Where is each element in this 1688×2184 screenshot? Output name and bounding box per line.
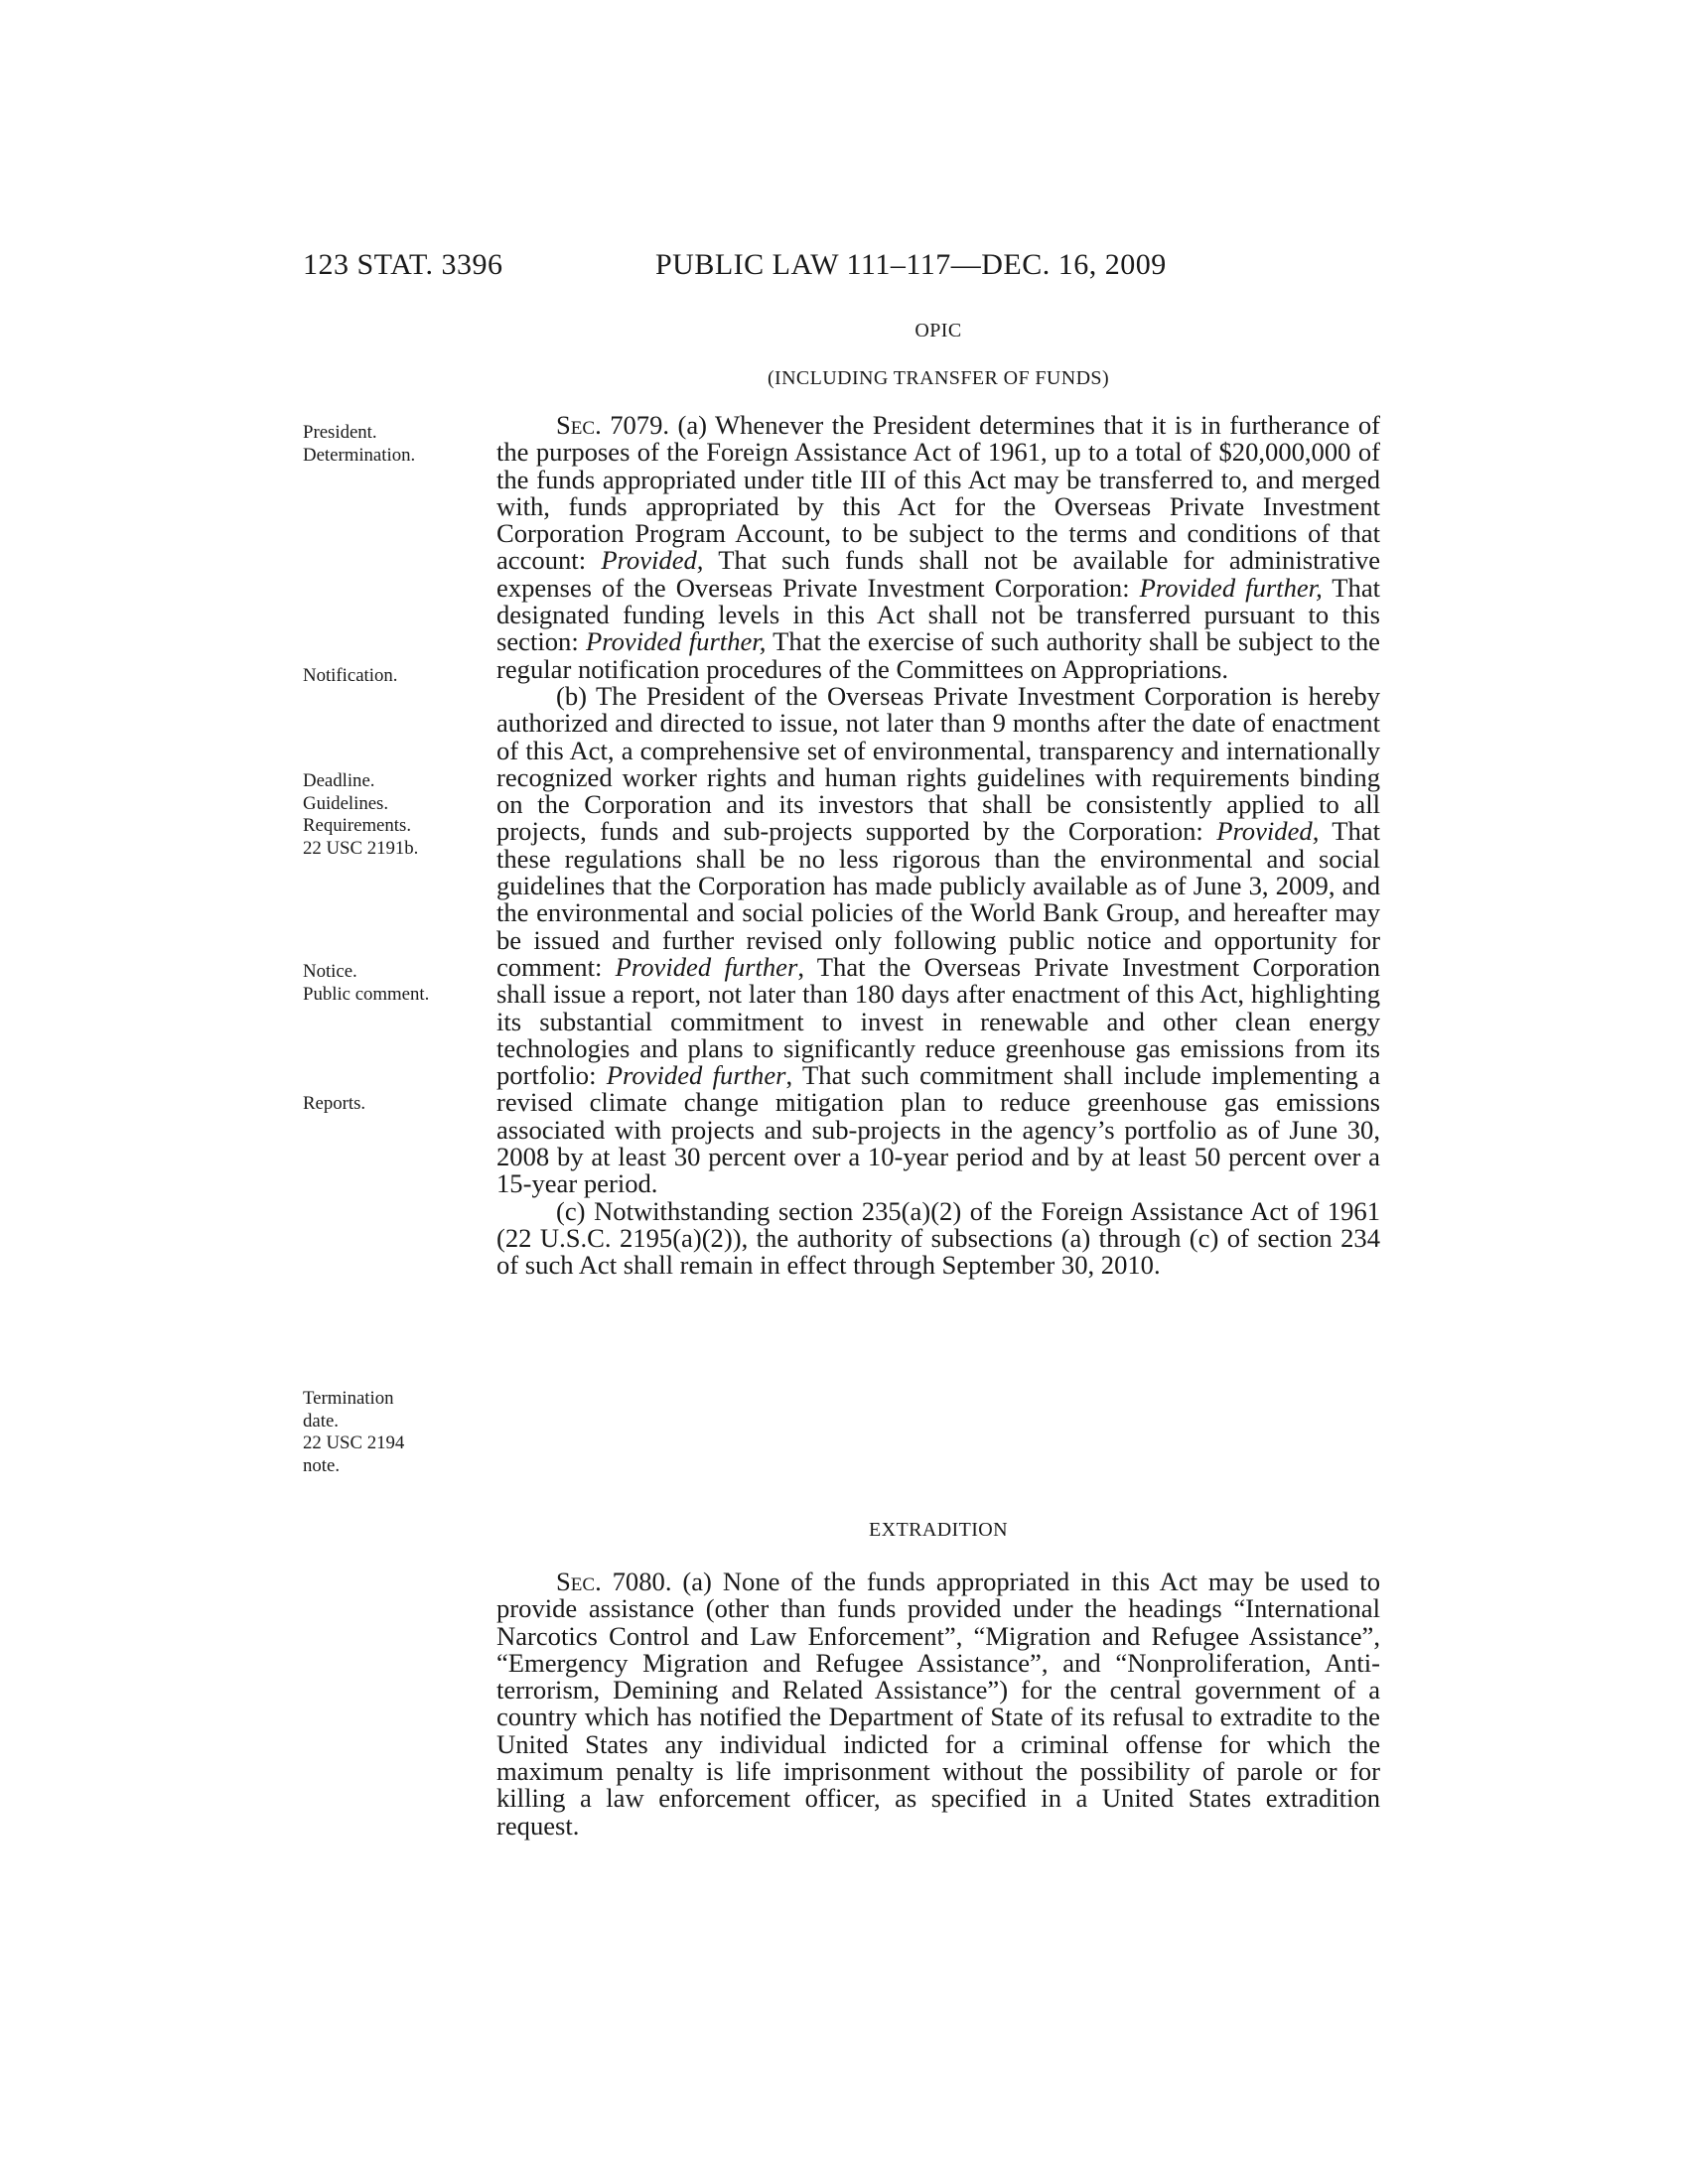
sec-7080-para-a: Sec. 7080. (a) None of the funds appropriated in this Act may be used to provide assistance (other than funds provided under the headings “International Narcotics Control and Law Enforcement”, “Migration and Refugee Assistance”, “Emergency Migration and Refugee Assistance”, and “Nonproliferation, Anti-terrorism, Demining and Related Assistance”) for the central government of a country which has notified the Department of State of its refusal to extradite to the United States any individual indicted for a criminal offense for which the maximum penalty is life imprisonment without the possibility of parole or for killing a law enforcement officer, as specified in a United States extradition request. [496, 1567, 1380, 1841]
margin-note-termination-date: Termination date. 22 USC 2194 note. [303, 1388, 405, 1476]
margin-note-notification: Notification. [303, 665, 398, 686]
sec-7079-para-a: Sec. 7079. (a) Whenever the President determines that it is in furtherance of the purposes of the Foreign Assistance Act of 1961, up to a total of $20,000,000 of the funds appropriated under title III of this Act may be transferred to, and merged with, funds appropriated by this Act for the Overseas Private Investment Corporation Program Account, to be subject to the terms and conditions of that account: Provided, That such funds shall not be available for administrative expenses of the Overseas Private Investment Corporation: Provided further, That designated funding levels in this Act shall not be transferred pursuant to this section: Provided further, That the exercise of such authority shall be subject to the regular notification procedures of the Committees on Appropriations. [496, 410, 1381, 684]
margin-note-deadline-guidelines: Deadline. Guidelines. Requirements. 22 USC 2191b. [303, 770, 419, 859]
sec-7079-para-c: (c) Notwithstanding section 235(a)(2) of the Foreign Assistance Act of 1961 (22 U.S.C. 2195(a)(2)), the authority of subsections (a) through (c) of section 234 of such Act shall remain in effect through September 30, 2010. [496, 1195, 1380, 1281]
margin-note-president-determination: President. Determination. [303, 422, 416, 466]
sec-label: Sec. [556, 410, 602, 440]
section-heading-opic: OPIC [914, 320, 962, 341]
section-subheading-transfer: (INCLUDING TRANSFER OF FUNDS) [767, 367, 1110, 389]
sec-7079-para-b: (b) The President of the Overseas Private Investment Corporation is hereby authorized and directed to issue, not later than 9 months after the date of enactment of this Act, a comprehensive set of environmental, transparency and internationally recognized worker rights and human rights guidelines with requirements binding on the Corporation and its investors that shall be consistently applied to all projects, funds and sub-projects supported by the Corporation: Provided, That these regulations shall be no less rigorous than the environmental and social guidelines that the Corporation has made publicly available as of June 3, 2009, and the environmental and social policies of the World Bank Group, and hereafter may be issued and further revised only following public notice and opportunity for comment: Provided further, That the Overseas Private Investment Corporation shall issue a report, not later than 180 days after enactment of this Act, highlighting its substantial commitment to invest in renewable and other clean energy technologies and plans to significantly reduce greenhouse gas emissions from its portfolio: Provided further, That such commitment shall include implementing a revised climate change mitigation plan to reduce greenhouse gas emissions associated with projects and sub-projects in the agency’s portfolio as of June 30, 2008 by at least 30 percent over a 10-year period and by at least 50 percent over a 15-year period. [496, 680, 1381, 1199]
sec-label: Sec. [556, 1567, 602, 1596]
law-title: PUBLIC LAW 111–117—DEC. 16, 2009 [655, 248, 1167, 281]
extradition-section-body [496, 1569, 1380, 1840]
margin-note-notice-public-comment: Notice. Public comment. [303, 961, 430, 1005]
stat-page-number: 123 STAT. 3396 [303, 248, 503, 281]
opic-section-body [496, 412, 1380, 1280]
margin-note-reports: Reports. [303, 1093, 366, 1114]
section-heading-extradition: EXTRADITION [869, 1519, 1008, 1541]
